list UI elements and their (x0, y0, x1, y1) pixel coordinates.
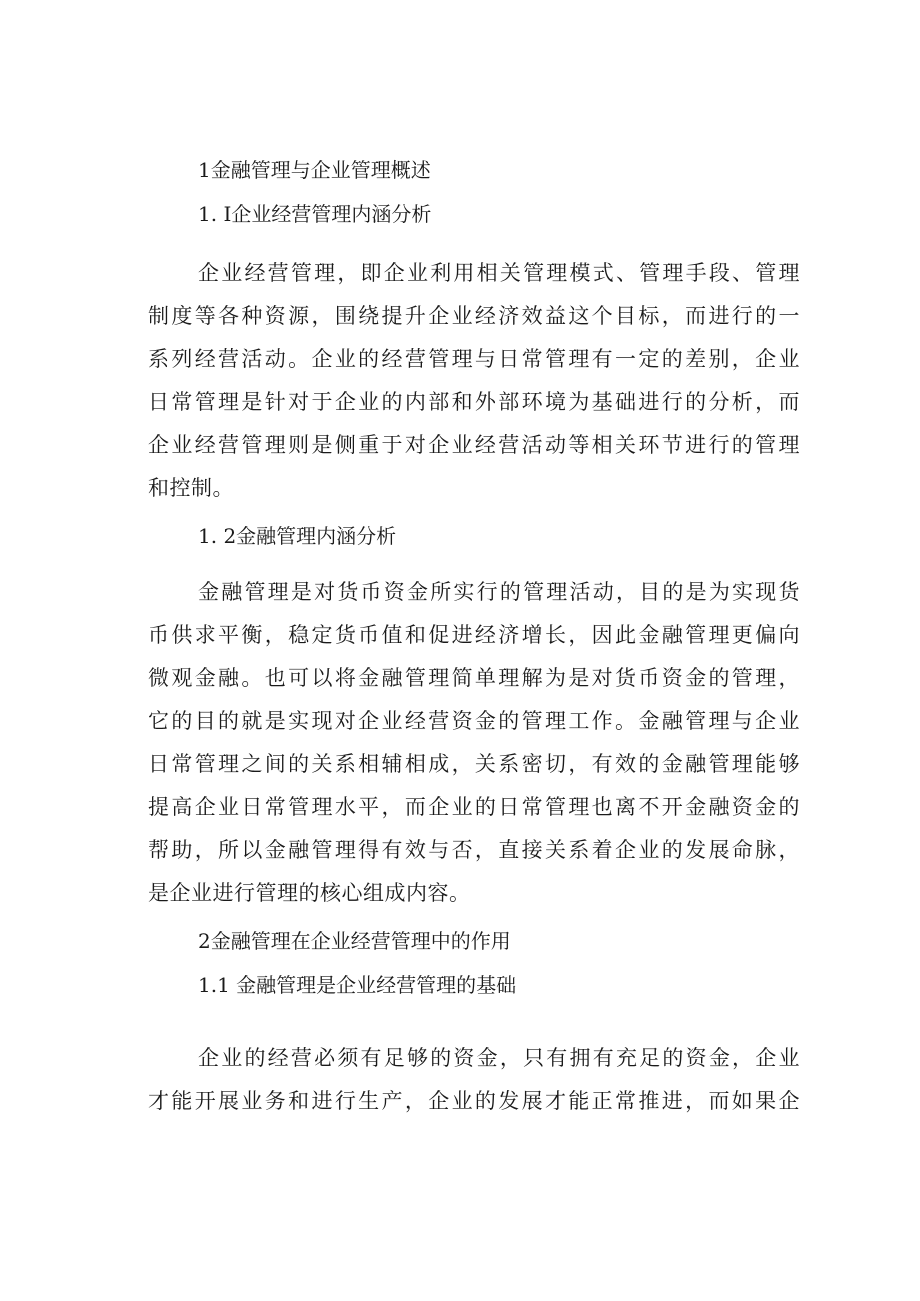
subsection-heading-1-2: 1. 2金融管理内涵分析 (198, 524, 397, 548)
paragraph-2-line-7: 帮助，所以金融管理得有效与否，直接关系着企业的发展命脉， (148, 838, 800, 862)
paragraph-3-line-2: 才能开展业务和进行生产，企业的发展才能正常推进，而如果企 (148, 1089, 800, 1113)
paragraph-2-line-5: 日常管理之间的关系相辅相成，关系密切，有效的金融管理能够 (148, 752, 800, 776)
paragraph-2-line-4: 它的目的就是实现对企业经营资金的管理工作。金融管理与企业 (148, 709, 800, 733)
paragraph-2-line-2: 币供求平衡，稳定货币值和促进经济增长，因此金融管理更偏向 (148, 623, 800, 647)
paragraph-2-line-3: 微观金融。也可以将金融管理简单理解为是对货币资金的管理， (148, 666, 800, 690)
section-heading-1: 1金融管理与企业管理概述 (198, 158, 431, 182)
paragraph-1-line-5: 企业经营管理则是侧重于对企业经营活动等相关环节进行的管理 (148, 433, 800, 457)
section-heading-2: 2金融管理在企业经营管理中的作用 (198, 929, 511, 953)
subsection-heading-1-1: 1. I企业经营管理内涵分析 (198, 202, 432, 226)
paragraph-2-line-1: 金融管理是对货币资金所实行的管理活动，目的是为实现货 (198, 580, 800, 604)
paragraph-1-line-3: 系列经营活动。企业的经营管理与日常管理有一定的差别，企业 (148, 347, 800, 371)
subsection-heading-2-1: 1.1 金融管理是企业经营管理的基础 (198, 973, 517, 997)
paragraph-2-line-6: 提高企业日常管理水平，而企业的日常管理也离不开金融资金的 (148, 795, 800, 819)
paragraph-3-line-1: 企业的经营必须有足够的资金，只有拥有充足的资金，企业 (198, 1046, 800, 1070)
paragraph-1-line-6: 和控制。 (148, 476, 234, 500)
paragraph-1-line-4: 日常管理是针对于企业的内部和外部环境为基础进行的分析，而 (148, 390, 800, 414)
paragraph-2-line-8: 是企业进行管理的核心组成内容。 (148, 881, 471, 905)
paragraph-1-line-1: 企业经营管理，即企业利用相关管理模式、管理手段、管理 (198, 261, 800, 285)
paragraph-1-line-2: 制度等各种资源，围绕提升企业经济效益这个目标，而进行的一 (148, 304, 800, 328)
